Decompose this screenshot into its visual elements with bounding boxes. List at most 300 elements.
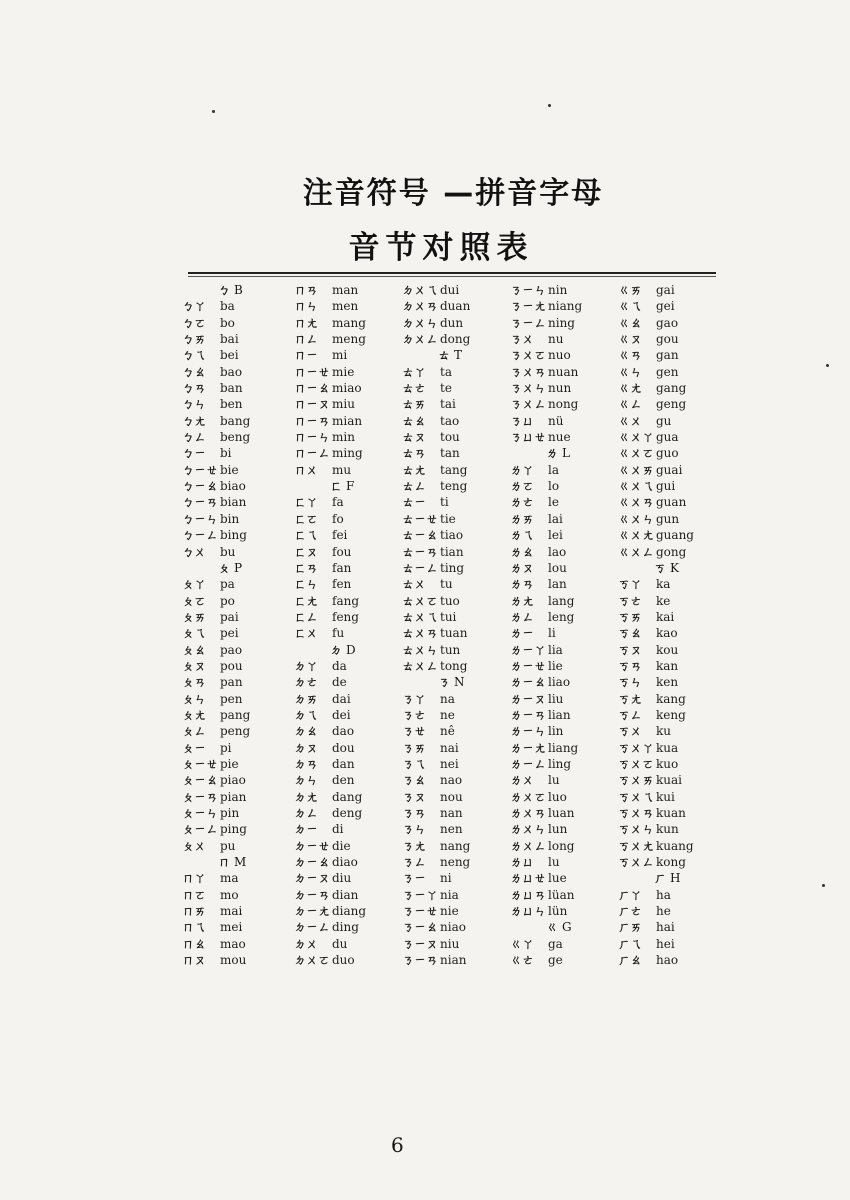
zhuyin-syllable: ㄊㄠ <box>402 413 427 428</box>
scan-speck <box>822 884 825 887</box>
pinyin-syllable: mou <box>220 953 247 968</box>
zhuyin-syllable: ㄇㄞ <box>182 904 207 919</box>
zhuyin-syllable: ㄋㄧㄡ <box>402 936 439 951</box>
zhuyin-syllable: ㄎㄜ <box>618 593 643 608</box>
syllable-row <box>180 658 292 674</box>
pinyin-syllable: teng <box>440 479 468 494</box>
pinyin-syllable: ma <box>220 871 239 886</box>
syllable-row <box>616 544 728 560</box>
zhuyin-syllable: ㄋㄨㄛ <box>510 348 547 363</box>
syllable-row <box>616 625 728 641</box>
pinyin-syllable: ba <box>220 299 235 314</box>
syllable-row <box>292 838 404 854</box>
pinyin-syllable: gai <box>656 283 675 297</box>
syllable-row <box>292 674 404 690</box>
zhuyin-syllable: ㄉㄨ <box>294 936 319 951</box>
pinyin-syllable: te <box>440 381 452 396</box>
zhuyin-syllable: ㄅㄧㄝ <box>182 462 219 477</box>
pinyin-syllable: ke <box>656 593 671 608</box>
syllable-row <box>508 511 620 527</box>
pinyin-syllable: guang <box>656 528 694 543</box>
syllable-row <box>400 560 512 576</box>
initial-header <box>654 870 680 886</box>
pinyin-syllable: gu <box>656 413 672 428</box>
header-zhuyin: ㄅ <box>218 283 231 297</box>
syllable-row <box>616 674 728 690</box>
syllable-row <box>508 347 620 363</box>
initial-header-row <box>616 870 728 886</box>
zhuyin-syllable: ㄉㄧㄝ <box>294 838 331 853</box>
pinyin-syllable: fu <box>332 626 345 641</box>
zhuyin-syllable: ㄋㄨㄥ <box>510 397 547 412</box>
pinyin-syllable: bo <box>220 315 235 330</box>
table-column <box>400 282 512 968</box>
pinyin-syllable: li <box>548 626 556 641</box>
pinyin-syllable: geng <box>656 397 687 412</box>
pinyin-syllable: po <box>220 593 235 608</box>
zhuyin-syllable: ㄉㄨㄛ <box>294 953 331 968</box>
zhuyin-syllable: ㄉㄧㄤ <box>294 904 331 919</box>
zhuyin-syllable: ㄅㄟ <box>182 348 207 363</box>
syllable-row <box>616 838 728 854</box>
zhuyin-syllable: ㄉㄨㄢ <box>402 299 439 314</box>
syllable-row <box>616 740 728 756</box>
zhuyin-syllable: ㄋㄨㄢ <box>510 364 547 379</box>
pinyin-syllable: pin <box>220 806 240 820</box>
pinyin-syllable: kong <box>656 855 686 870</box>
zhuyin-syllable: ㄆㄡ <box>182 658 207 673</box>
scan-speck <box>212 110 215 113</box>
zhuyin-syllable: ㄋㄧㄤ <box>510 299 547 314</box>
header-zhuyin: ㄌ <box>546 446 559 461</box>
pinyin-syllable: nuo <box>548 348 571 363</box>
initial-header <box>330 478 354 494</box>
pinyin-syllable: lün <box>548 904 568 919</box>
syllable-row <box>292 396 404 412</box>
syllable-row <box>616 642 728 658</box>
syllable-row <box>180 445 292 461</box>
zhuyin-syllable: ㄆㄢ <box>182 675 207 690</box>
pinyin-syllable: gen <box>656 364 679 379</box>
pinyin-syllable: guan <box>656 495 687 510</box>
zhuyin-syllable: ㄉㄧㄢ <box>294 887 331 902</box>
zhuyin-syllable: ㄆㄣ <box>182 691 207 706</box>
zhuyin-syllable: ㄊㄞ <box>402 397 427 412</box>
pinyin-syllable: peng <box>220 724 251 739</box>
pinyin-syllable: dei <box>332 707 351 722</box>
syllable-row <box>508 413 620 429</box>
zhuyin-syllable: ㄆㄧ <box>182 740 207 755</box>
syllable-row <box>616 691 728 707</box>
zhuyin-syllable: ㄊㄧ <box>402 495 427 510</box>
syllable-row <box>400 805 512 821</box>
pinyin-syllable: nen <box>440 822 463 837</box>
syllable-row <box>508 723 620 739</box>
syllable-row <box>508 331 620 347</box>
pinyin-syllable: keng <box>656 707 686 722</box>
pinyin-syllable: gao <box>656 315 679 330</box>
zhuyin-syllable: ㄅㄥ <box>182 430 207 445</box>
zhuyin-syllable: ㄍㄡ <box>618 332 643 347</box>
pinyin-syllable: pen <box>220 691 243 706</box>
pinyin-syllable: nie <box>440 904 459 919</box>
syllable-row <box>616 789 728 805</box>
pinyin-syllable: nun <box>548 381 572 396</box>
pinyin-syllable: gou <box>656 332 679 347</box>
title-rule <box>188 272 716 277</box>
pinyin-syllable: gong <box>656 544 687 559</box>
syllable-row <box>292 903 404 919</box>
pinyin-syllable: man <box>332 283 359 297</box>
zhuyin-syllable: ㄉㄥ <box>294 806 319 820</box>
zhuyin-syllable: ㄅㄢ <box>182 381 207 396</box>
pinyin-syllable: lia <box>548 642 563 657</box>
zhuyin-syllable: ㄎㄤ <box>618 691 643 706</box>
zhuyin-syllable: ㄌㄩㄣ <box>510 904 547 919</box>
syllable-row <box>400 642 512 658</box>
syllable-row <box>180 674 292 690</box>
syllable-row <box>508 576 620 592</box>
header-letter: M <box>234 855 247 870</box>
syllable-row <box>400 870 512 886</box>
pinyin-syllable: ting <box>440 560 465 575</box>
header-zhuyin: ㄊ <box>438 348 451 363</box>
syllable-row <box>292 429 404 445</box>
pinyin-syllable: pu <box>220 838 236 853</box>
syllable-row <box>616 282 728 298</box>
pinyin-syllable: pao <box>220 642 243 657</box>
syllable-row <box>400 740 512 756</box>
syllable-row <box>616 854 728 870</box>
zhuyin-syllable: ㄌㄧㄤ <box>510 740 547 755</box>
initial-header <box>654 560 679 576</box>
zhuyin-syllable: ㄍㄤ <box>618 381 643 396</box>
pinyin-syllable: kuai <box>656 773 682 788</box>
syllable-row <box>292 347 404 363</box>
initial-header <box>438 674 465 690</box>
zhuyin-syllable: ㄋㄧㄠ <box>402 920 439 935</box>
zhuyin-syllable: ㄋㄧㄢ <box>402 953 439 968</box>
syllable-row <box>180 707 292 723</box>
initial-header-row <box>400 674 512 690</box>
zhuyin-syllable: ㄆㄠ <box>182 642 207 657</box>
pinyin-syllable: tie <box>440 511 456 526</box>
pinyin-syllable: bei <box>220 348 239 363</box>
initial-header-row <box>616 560 728 576</box>
zhuyin-syllable: ㄌㄞ <box>510 511 535 526</box>
zhuyin-syllable: ㄉㄧㄥ <box>294 920 331 935</box>
pinyin-syllable: tang <box>440 462 468 477</box>
zhuyin-syllable: ㄈㄨ <box>294 626 319 641</box>
syllable-row <box>508 609 620 625</box>
pinyin-syllable: bai <box>220 332 239 347</box>
syllable-row <box>616 298 728 314</box>
zhuyin-syllable: ㄌㄨㄛ <box>510 789 547 804</box>
zhuyin-syllable: ㄅㄚ <box>182 299 207 314</box>
pinyin-syllable: de <box>332 675 347 690</box>
zhuyin-syllable: ㄌㄢ <box>510 577 535 592</box>
pinyin-syllable: liang <box>548 740 579 755</box>
zhuyin-syllable: ㄅㄨ <box>182 544 207 559</box>
syllable-row <box>180 544 292 560</box>
zhuyin-syllable: ㄊㄤ <box>402 462 427 477</box>
header-letter: D <box>346 642 356 657</box>
header-zhuyin: ㄈ <box>330 479 343 494</box>
pinyin-syllable: nü <box>548 413 564 428</box>
pinyin-syllable: pai <box>220 609 239 624</box>
zhuyin-syllable: ㄌㄧㄠ <box>510 675 547 690</box>
pinyin-syllable: nin <box>548 283 568 297</box>
pinyin-syllable: luo <box>548 789 567 804</box>
syllable-row <box>400 707 512 723</box>
pinyin-syllable: piao <box>220 773 246 788</box>
syllable-row <box>400 772 512 788</box>
zhuyin-syllable: ㄌㄧㄢ <box>510 707 547 722</box>
syllable-row <box>292 413 404 429</box>
syllable-row <box>180 494 292 510</box>
pinyin-syllable: nuan <box>548 364 579 379</box>
syllable-row <box>292 494 404 510</box>
zhuyin-syllable: ㄆㄧㄝ <box>182 756 219 771</box>
syllable-row <box>292 331 404 347</box>
pinyin-syllable: mie <box>332 364 355 379</box>
zhuyin-syllable: ㄊㄨㄢ <box>402 626 439 641</box>
syllable-row <box>180 331 292 347</box>
pinyin-syllable: nue <box>548 430 571 445</box>
pinyin-syllable: fo <box>332 511 344 526</box>
zhuyin-syllable: ㄋㄚ <box>402 691 427 706</box>
pinyin-syllable: diang <box>332 904 367 919</box>
header-letter: L <box>562 446 570 461</box>
zhuyin-syllable: ㄊㄨㄛ <box>402 593 439 608</box>
zhuyin-syllable: ㄍㄢ <box>618 348 643 363</box>
pinyin-syllable: pa <box>220 577 235 592</box>
syllable-row <box>180 625 292 641</box>
syllable-row <box>508 756 620 772</box>
zhuyin-syllable: ㄉㄨㄟ <box>402 283 439 297</box>
syllable-row <box>180 347 292 363</box>
syllable-row <box>292 315 404 331</box>
pinyin-syllable: ken <box>656 675 679 690</box>
pinyin-syllable: nou <box>440 789 463 804</box>
pinyin-syllable: lao <box>548 544 567 559</box>
zhuyin-syllable: ㄉㄣ <box>294 773 319 788</box>
zhuyin-syllable: ㄌㄧ <box>510 626 535 641</box>
zhuyin-syllable: ㄇㄧㄣ <box>294 430 331 445</box>
pinyin-syllable: gei <box>656 299 675 314</box>
syllable-row <box>400 527 512 543</box>
pinyin-syllable: fang <box>332 593 360 608</box>
initial-header-row <box>400 347 512 363</box>
initial-header <box>218 560 242 576</box>
pinyin-syllable: men <box>332 299 359 314</box>
pinyin-syllable: pi <box>220 740 232 755</box>
zhuyin-syllable: ㄍㄨㄚ <box>618 430 655 445</box>
header-zhuyin: ㄍ <box>546 920 559 935</box>
syllable-row <box>180 396 292 412</box>
pinyin-syllable: lie <box>548 658 563 673</box>
pinyin-syllable: kai <box>656 609 675 624</box>
zhuyin-syllable: ㄎㄨㄚ <box>618 740 655 755</box>
pinyin-syllable: gun <box>656 511 680 526</box>
zhuyin-syllable: ㄇㄧ <box>294 348 319 363</box>
initial-header-row <box>508 919 620 935</box>
pinyin-syllable: dao <box>332 724 355 739</box>
pinyin-syllable: ding <box>332 920 359 935</box>
syllable-row <box>400 821 512 837</box>
zhuyin-syllable: ㄆㄟ <box>182 626 207 641</box>
zhuyin-syllable: ㄈㄢ <box>294 560 319 575</box>
zhuyin-syllable: ㄋㄨㄣ <box>510 381 547 396</box>
pinyin-syllable: ga <box>548 936 563 951</box>
pinyin-syllable: die <box>332 838 351 853</box>
pinyin-syllable: fen <box>332 577 352 592</box>
pinyin-syllable: pou <box>220 658 243 673</box>
zhuyin-syllable: ㄍㄨㄤ <box>618 528 655 543</box>
zhuyin-syllable: ㄈㄡ <box>294 544 319 559</box>
zhuyin-syllable: ㄌㄛ <box>510 479 535 494</box>
syllable-row <box>400 494 512 510</box>
zhuyin-syllable: ㄎㄥ <box>618 707 643 722</box>
zhuyin-syllable: ㄋㄜ <box>402 707 427 722</box>
pinyin-syllable: bie <box>220 462 239 477</box>
pinyin-syllable: tu <box>440 577 453 592</box>
syllable-row <box>292 658 404 674</box>
zhuyin-syllable: ㄋㄧㄥ <box>510 315 547 330</box>
zhuyin-syllable: ㄉㄜ <box>294 675 319 690</box>
syllable-row <box>180 821 292 837</box>
syllable-row <box>508 560 620 576</box>
zhuyin-syllable: ㄆㄧㄣ <box>182 806 219 820</box>
initial-header-row <box>180 282 292 298</box>
syllable-row <box>180 527 292 543</box>
syllable-row <box>180 805 292 821</box>
syllable-row <box>508 642 620 658</box>
pinyin-syllable: gan <box>656 348 679 363</box>
zhuyin-syllable: ㄎㄨㄞ <box>618 773 655 788</box>
pinyin-syllable: ne <box>440 707 455 722</box>
zhuyin-syllable: ㄍㄨㄥ <box>618 544 655 559</box>
syllable-row <box>508 740 620 756</box>
syllable-row <box>616 462 728 478</box>
pinyin-syllable: lai <box>548 511 563 526</box>
syllable-row <box>616 347 728 363</box>
zhuyin-syllable: ㄎㄨㄢ <box>618 806 655 820</box>
pinyin-syllable: nei <box>440 756 459 771</box>
syllable-row <box>616 772 728 788</box>
pinyin-syllable: ben <box>220 397 243 412</box>
pinyin-syllable: ping <box>220 822 247 837</box>
zhuyin-syllable: ㄈㄤ <box>294 593 319 608</box>
pinyin-syllable: dun <box>440 315 464 330</box>
zhuyin-syllable: ㄋㄤ <box>402 838 427 853</box>
syllable-row <box>616 445 728 461</box>
pinyin-syllable: lang <box>548 593 575 608</box>
pinyin-syllable: niu <box>440 936 460 951</box>
zhuyin-syllable: ㄌㄨㄣ <box>510 822 547 837</box>
syllable-row <box>292 625 404 641</box>
syllable-row <box>180 429 292 445</box>
table-column <box>292 282 404 968</box>
zhuyin-syllable: ㄈㄟ <box>294 528 319 543</box>
syllable-row <box>180 315 292 331</box>
syllable-row <box>292 593 404 609</box>
syllable-row <box>616 658 728 674</box>
syllable-row <box>292 952 404 968</box>
zhuyin-syllable: ㄊㄧㄠ <box>402 528 439 543</box>
syllable-row <box>508 658 620 674</box>
zhuyin-syllable: ㄅㄠ <box>182 364 207 379</box>
syllable-row <box>292 445 404 461</box>
zhuyin-syllable: ㄌㄜ <box>510 495 535 510</box>
zhuyin-syllable: ㄌㄚ <box>510 462 535 477</box>
syllable-row <box>180 462 292 478</box>
zhuyin-syllable: ㄉㄟ <box>294 707 319 722</box>
zhuyin-syllable: ㄎㄡ <box>618 642 643 657</box>
pinyin-syllable: lou <box>548 560 567 575</box>
zhuyin-syllable: ㄉㄡ <box>294 740 319 755</box>
syllable-row <box>616 609 728 625</box>
zhuyin-syllable: ㄋㄢ <box>402 806 427 820</box>
zhuyin-syllable: ㄊㄜ <box>402 381 427 396</box>
syllable-row <box>400 658 512 674</box>
zhuyin-syllable: ㄇㄛ <box>182 887 207 902</box>
initial-header-row <box>180 854 292 870</box>
syllable-row <box>292 707 404 723</box>
syllable-row <box>292 854 404 870</box>
zhuyin-syllable: ㄇㄣ <box>294 299 319 314</box>
syllable-row <box>292 919 404 935</box>
header-zhuyin: ㄉ <box>330 642 343 657</box>
syllable-row <box>400 919 512 935</box>
zhuyin-syllable: ㄋㄧㄝ <box>402 904 439 919</box>
syllable-row <box>292 936 404 952</box>
syllable-row <box>400 478 512 494</box>
zhuyin-syllable: ㄎㄚ <box>618 577 643 592</box>
pinyin-syllable: nu <box>548 332 564 347</box>
pinyin-syllable: mo <box>220 887 239 902</box>
syllable-row <box>292 298 404 314</box>
pinyin-syllable: dou <box>332 740 355 755</box>
syllable-row <box>508 315 620 331</box>
pinyin-syllable: bing <box>220 528 247 543</box>
syllable-row <box>508 854 620 870</box>
pinyin-syllable: pian <box>220 789 247 804</box>
pinyin-syllable: ling <box>548 756 572 771</box>
zhuyin-syllable: ㄍㄜ <box>510 953 535 968</box>
header-letter: G <box>562 920 572 935</box>
syllable-row <box>292 740 404 756</box>
syllable-row <box>616 429 728 445</box>
pinyin-syllable: min <box>332 430 355 445</box>
zhuyin-syllable: ㄅㄛ <box>182 315 207 330</box>
pinyin-syllable: ning <box>548 315 575 330</box>
syllable-row <box>616 952 728 968</box>
pinyin-syllable: ming <box>332 446 363 461</box>
zhuyin-syllable: ㄌㄧㄝ <box>510 658 547 673</box>
zhuyin-syllable: ㄆㄞ <box>182 609 207 624</box>
zhuyin-syllable: ㄌㄩㄢ <box>510 887 547 902</box>
syllable-row <box>180 919 292 935</box>
pinyin-syllable: mao <box>220 936 246 951</box>
zhuyin-syllable: ㄋㄥ <box>402 855 427 870</box>
zhuyin-syllable: ㄌㄨㄢ <box>510 806 547 820</box>
zhuyin-syllable: ㄈㄣ <box>294 577 319 592</box>
pinyin-syllable: guai <box>656 462 683 477</box>
syllable-row <box>616 593 728 609</box>
syllable-row <box>508 593 620 609</box>
initial-header <box>546 445 570 461</box>
